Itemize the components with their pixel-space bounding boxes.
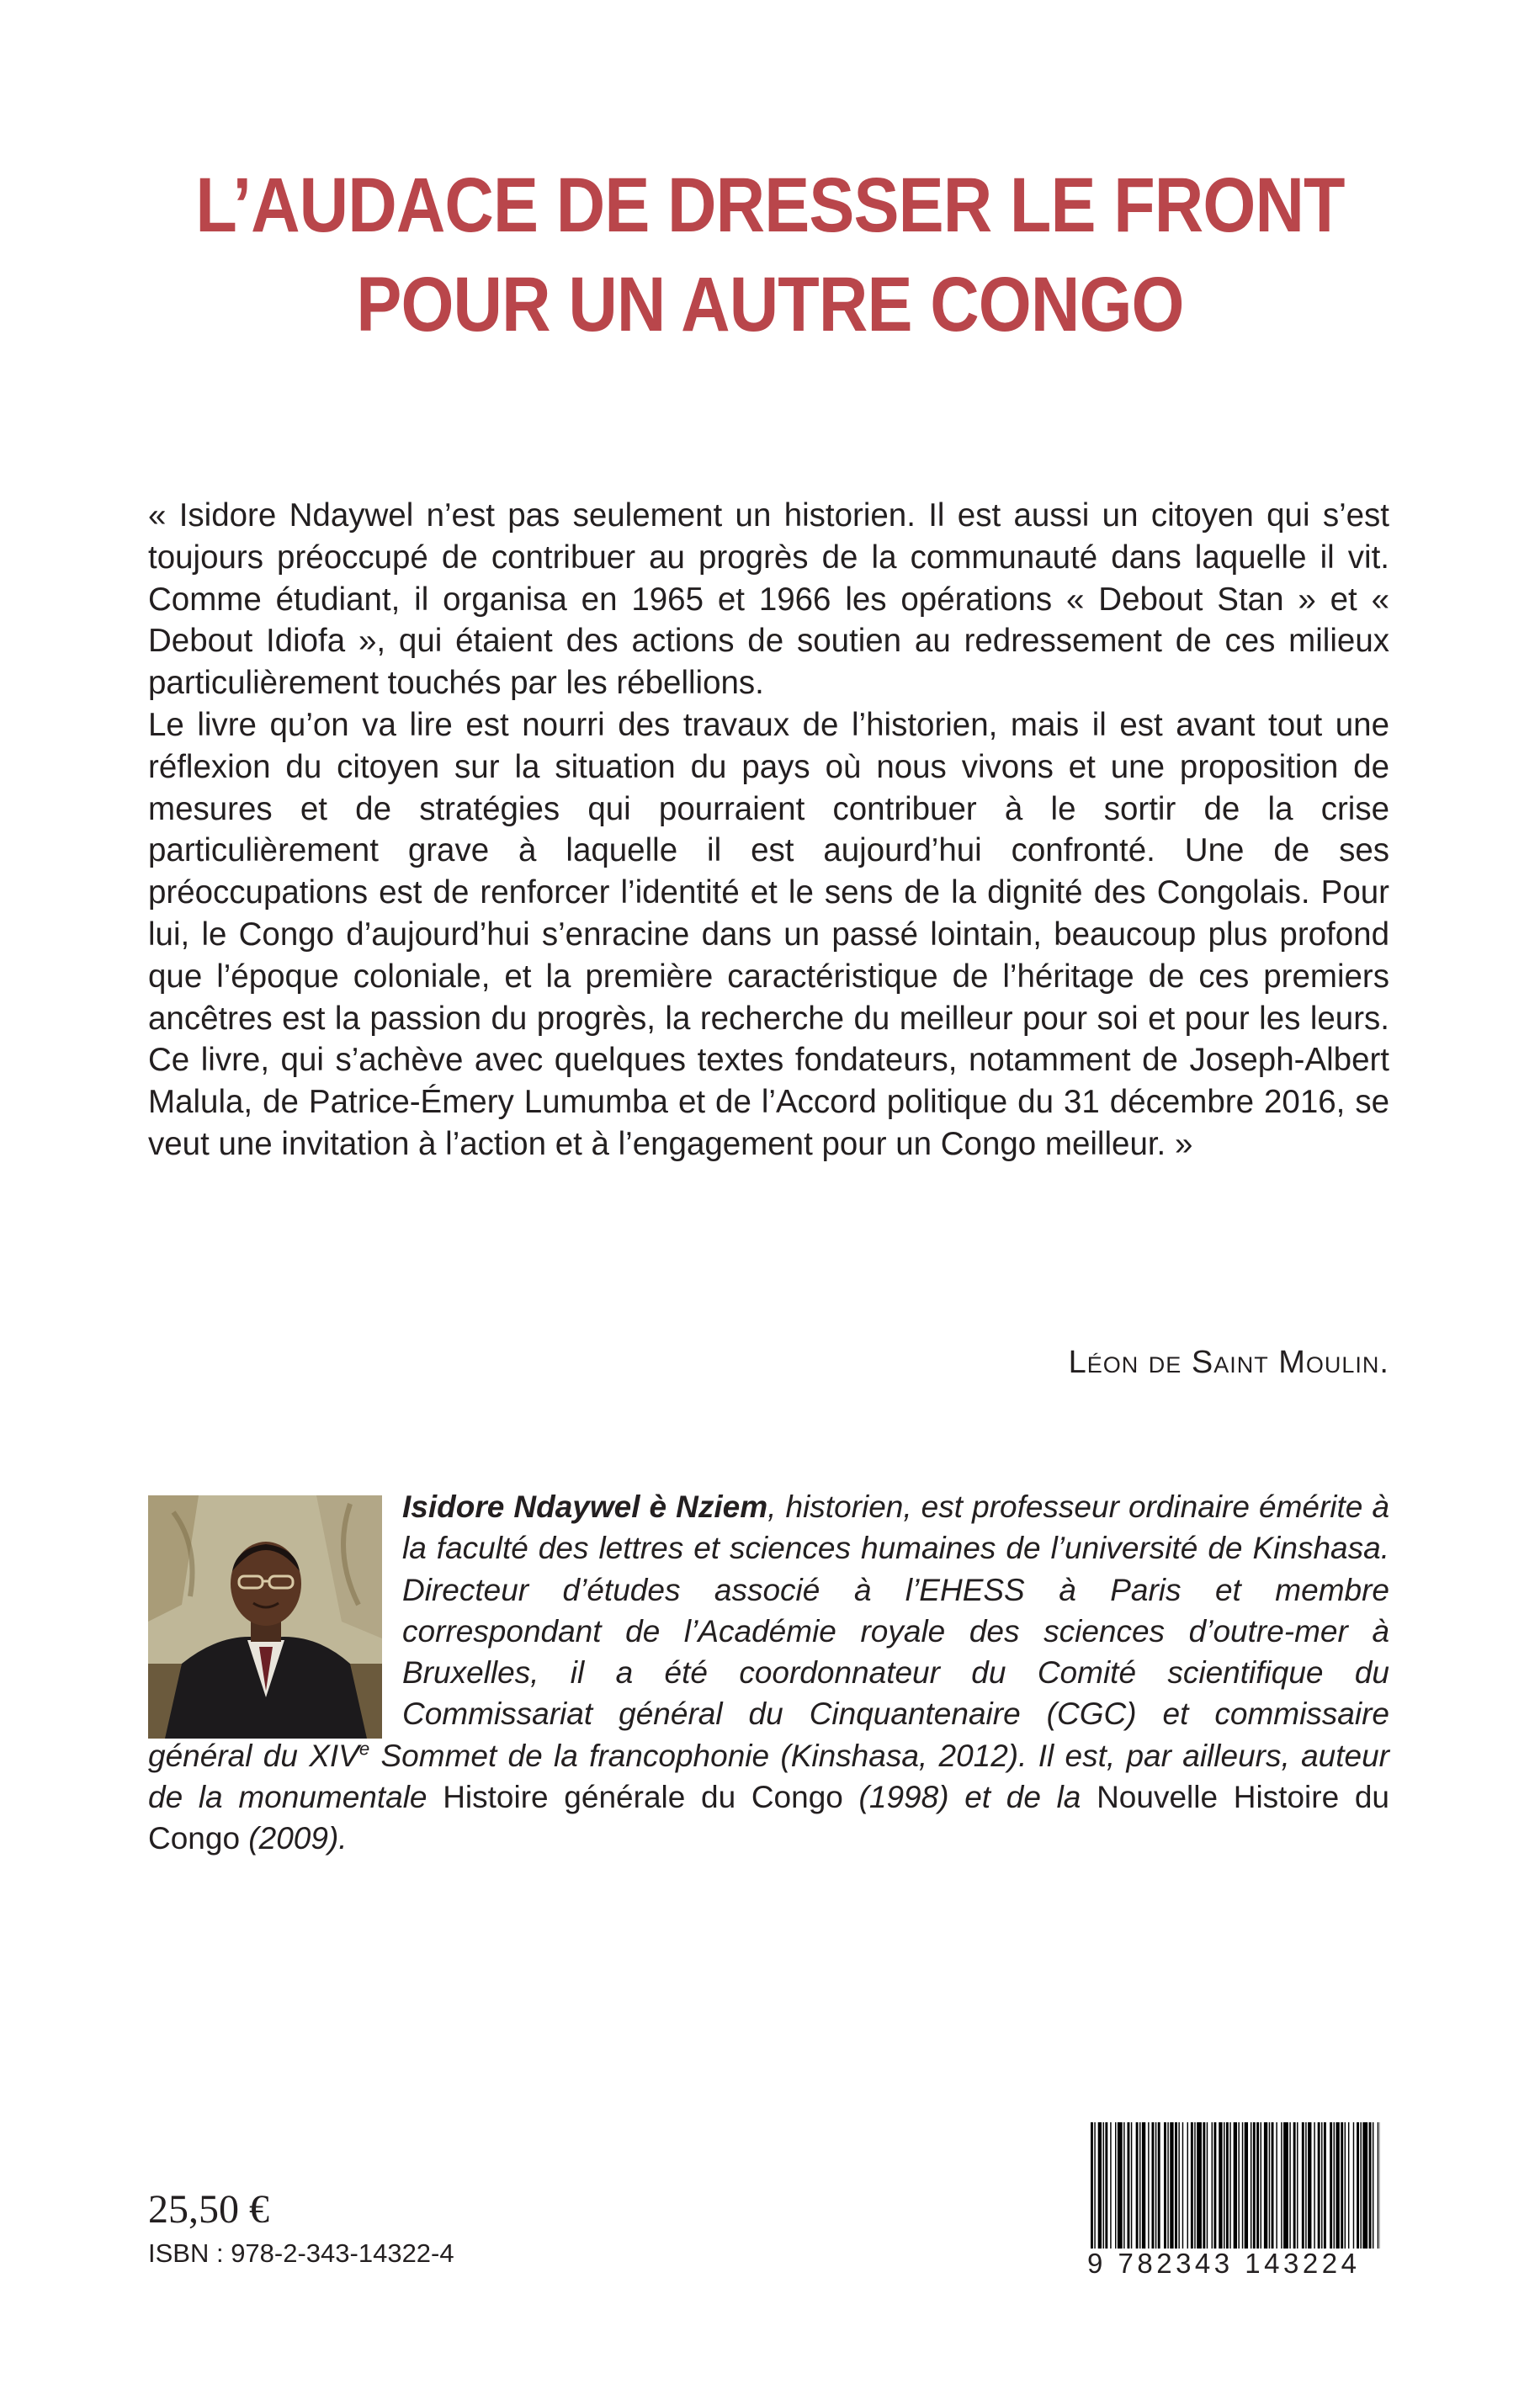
isbn: ISBN : 978-2-343-14322-4 <box>148 2238 454 2268</box>
barcode-bar <box>1238 2122 1239 2265</box>
author-biography <box>148 1486 1389 1860</box>
barcode-bar <box>1297 2122 1298 2265</box>
barcode-bar <box>1207 2122 1208 2265</box>
barcode-bar <box>1281 2122 1282 2265</box>
barcode-bar <box>1360 2122 1361 2265</box>
barcode-bar <box>1234 2122 1237 2265</box>
title-line-1: L’AUDACE DE DRESSER LE FRONT <box>195 162 1345 248</box>
book-title <box>93 156 1447 354</box>
barcode-bar <box>1178 2122 1179 2265</box>
barcode-bar <box>1272 2122 1274 2265</box>
bio-text-2: Sommet de la francophonie (Kinshasa, 2012). Il est, par ailleurs, auteur de la monumentale <box>148 1738 1389 1815</box>
barcode-bar <box>1289 2122 1290 2265</box>
bio-text-4: (2009). <box>240 1821 348 1856</box>
barcode-bar <box>1330 2122 1332 2265</box>
back-cover-quote <box>148 495 1389 1165</box>
barcode-bar <box>1318 2122 1320 2265</box>
barcode-bar <box>1110 2122 1111 2265</box>
barcode-bar <box>1264 2122 1267 2265</box>
barcode-bar <box>1098 2122 1102 2265</box>
quote-attribution: Léon de Saint Moulin. <box>1068 1345 1389 1380</box>
barcode-bar <box>1369 2122 1372 2265</box>
barcode-bar <box>1348 2122 1349 2265</box>
price: 25,50 € <box>148 2187 269 2232</box>
barcode-bar <box>1115 2122 1116 2265</box>
bio-text-1: , historien, est professeur ordinaire émérite à la faculté des lettres et sciences humaines de l’université de Kinshasa. Directeur d’études associé à l’EHESS à Paris et membre correspondant de l’Académie royale des sciences d’outre-mer à Bruxelles, il a été coordonnateur du Comité scientifique du Commissariat général du Cinquantenaire (CGC) et commissaire général du XIV <box>148 1489 1389 1773</box>
photo-spacer <box>148 1486 402 1727</box>
barcode-bar <box>1245 2122 1248 2265</box>
barcode-bar <box>1229 2122 1230 2265</box>
barcode-digits: 9 782343 143224 <box>1086 2249 1387 2279</box>
barcode-bar <box>1324 2122 1326 2265</box>
bio-superscript: e <box>358 1738 370 1760</box>
bio-text-3: (1998) et de la <box>842 1780 1097 1815</box>
barcode-bar <box>1164 2122 1166 2265</box>
barcode-bar <box>1213 2122 1216 2265</box>
barcode-bar <box>1139 2122 1140 2265</box>
barcode-bar <box>1167 2122 1168 2265</box>
barcode-bar <box>1142 2122 1145 2265</box>
barcode-bar <box>1269 2122 1270 2265</box>
barcode-bar <box>1256 2122 1259 2265</box>
barcode-bar <box>1175 2122 1177 2265</box>
barcode-bar <box>1336 2122 1339 2265</box>
barcode-bar <box>1293 2122 1296 2265</box>
barcode-bar <box>1103 2122 1104 2265</box>
book-title-histoire-generale: Histoire générale du Congo <box>443 1780 843 1815</box>
barcode-bar <box>1305 2122 1306 2265</box>
barcode-bar <box>1128 2122 1130 2265</box>
barcode-bar <box>1194 2122 1195 2265</box>
barcode-bar <box>1136 2122 1139 2265</box>
barcode-bar <box>1357 2122 1359 2265</box>
barcode-bar <box>1242 2122 1243 2265</box>
barcode-bar <box>1253 2122 1256 2265</box>
barcode-bar <box>1276 2122 1277 2265</box>
barcode-bar <box>1091 2122 1093 2265</box>
title-line-2: POUR UN AUTRE CONGO <box>356 262 1184 348</box>
barcode-bar <box>1094 2122 1095 2265</box>
barcode-bar <box>1219 2122 1222 2265</box>
barcode-bar <box>1341 2122 1343 2265</box>
barcode-bar <box>1152 2122 1155 2265</box>
barcode-bar <box>1191 2122 1193 2265</box>
barcode-bar <box>1203 2122 1205 2265</box>
barcode-bar <box>1308 2122 1311 2265</box>
barcode-bar <box>1105 2122 1107 2265</box>
barcode-bar <box>1212 2122 1213 2265</box>
barcode-bar <box>1283 2122 1288 2265</box>
barcode-bar <box>1131 2122 1132 2265</box>
barcode-bar <box>1123 2122 1124 2265</box>
barcode-bar <box>1158 2122 1160 2265</box>
barcode-bar <box>1148 2122 1149 2265</box>
barcode-bar <box>1321 2122 1322 2265</box>
barcode-bar <box>1334 2122 1335 2265</box>
barcode-bar <box>1197 2122 1202 2265</box>
quote-paragraph-2: Le livre qu’on va lire est nourri des travaux de l’historien, mais il est avant tout une réflexion du citoyen sur la situation du pays où nous vivons et une proposition de mesures et de stratégies qui pourraient contribuer à le sortir de la crise particulièrement grave à laquelle il est aujourd’hui confronté. Une de ses préoccupations est de renforcer l’identité et le sens de la dignité des Congolais. Pour lui, le Congo d’aujourd’hui s’enracine dans un passé lointain, beaucoup plus profond que l’époque coloniale, et la première caractéristique de l’héritage de ces premiers ancêtres est la passion du progrès, la recherche du meilleur pour soi et pour les leurs. Ce livre, qui s’achève avec quelques textes fondateurs, notamment de Joseph-Albert Malula, de Patrice-Émery Lumumba et de l’Accord politique du 31 décembre 2016, se veut une invitation à l’action et à l’engagement pour un Congo meilleur. » <box>148 706 1389 1162</box>
barcode-bar <box>1353 2122 1354 2265</box>
barcode-bar <box>1345 2122 1346 2265</box>
author-name: Isidore Ndaywel è Nziem <box>402 1489 768 1524</box>
quote-paragraph-1: « Isidore Ndaywel n’est pas seulement un historien. Il est aussi un citoyen qui s’est toujours préoccupé de contribuer au progrès de la communauté dans laquelle il vit. Comme étudiant, il organisa en 1965 et 1966 les opérations « Debout Stan » et « Debout Idiofa », qui étaient des actions de soutien au redressement de ces milieux particulièrement touchés par les rébellions. <box>148 497 1389 702</box>
book-title-nouvelle-histoire: Nouvelle Histoire du Congo <box>148 1780 1389 1856</box>
barcode-bar <box>1118 2122 1123 2265</box>
barcode-bar <box>1170 2122 1173 2265</box>
barcode-bar <box>1226 2122 1229 2265</box>
barcode-bar <box>1187 2122 1188 2265</box>
barcode-bar <box>1182 2122 1183 2265</box>
barcode-bar <box>1302 2122 1304 2265</box>
barcode-bar <box>1362 2122 1367 2265</box>
barcode-bar <box>1155 2122 1156 2265</box>
